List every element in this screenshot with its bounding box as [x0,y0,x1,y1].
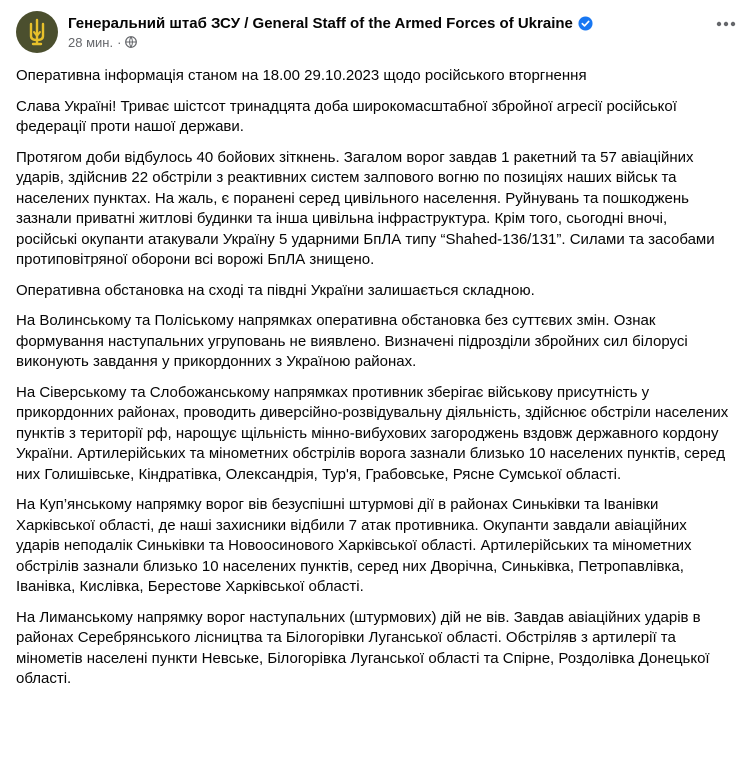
trident-emblem-icon [25,18,49,46]
more-options-button[interactable] [712,14,740,34]
post-paragraph: На Куп’янському напрямку ворог вів безуспішні штурмові дії в районах Синьківки та Іванівки Харківської області, де наші захисники відбили 7 атак противника. Окупанти завдали авіаційних ударів неподалік Синьківки та Новоосинового Харківської області. Артилерійських та мінометних обстрілів зазнали близько 10 населених пунктів, серед них Дворічна, Синьківка, Петропавлівка, Іванівка, Кислівка, Берестове Харківської області. [16,496,692,595]
post-body [16,66,732,700]
post-paragraph: На Волинському та Поліському напрямках оперативна обстановка без суттєвих змін. Ознак формування наступальних угруповань не виявлено. Визначені підрозділи збройних сил білорусі виконують завдання у прикордонних з Україною районах. [16,312,688,370]
globe-icon[interactable] [125,36,137,48]
separator-dot: · [117,34,122,50]
post-paragraph: На Лиманському напрямку ворог наступальних (штурмових) дій не вів. Завдав авіаційних ударів в районах Серебрянського лісництва та Білогорівки Луганської області. Обстріляв з артилерії та мінометів населені пункти Невське, Білогорівка Луганської області та Спірне, Роздолівка Донецької області. [16,608,710,687]
post-meta [68,15,593,50]
page-name-link[interactable]: Генеральний штаб ЗСУ / General Staff of the Armed Forces of Ukraine [68,14,573,32]
post-header [16,8,732,56]
author-row [68,15,593,32]
post-paragraph: Протягом доби відбулось 40 бойових зіткнень. Загалом ворог завдав 1 ракетний та 57 авіаційних ударів, здійснив 22 обстріли з реактивних систем залпового вогню по позиціях наших військ та населених пунктах. На жаль, є поранені серед цивільного населення. Руйнувань та пошкоджень зазнали приватні житлові будинки та інша цивільна інфраструктура. Крім того, сьогодні вночі, російські окупанти атакували Україну 5 ударними БпЛА типу “Shahed-136/131”. Силами та засобами протиповітряної оборони всі ворожі БпЛА знищено. [16,148,715,268]
post-paragraph: На Сіверському та Слобожанському напрямках противник зберігає військову присутність у прикордонних районах, проводить диверсійно-розвідувальну діяльність, здійснює обстріли населених пунктів з території рф, нарощує щільність мінно-вибухових загороджень вздовж державного кордону України. Артилерійських та мінометних обстрілів ворога зазнали близько 10 населених пунктів, серед них Голишівське, Кіндратівка, Олександрія, Тур'я, Грабовське, Рясне Сумської області. [16,383,729,483]
post-timestamp-link[interactable]: 28 мин. [68,34,114,50]
verified-badge-icon [578,16,593,31]
post-paragraph: Оперативна інформація станом на 18.00 29.10.2023 щодо російського вторгнення [16,67,587,84]
more-options-icon [716,21,736,27]
page-avatar[interactable] [16,11,58,53]
post-paragraph: Оперативна обстановка на сході та півдні України залишається складною. [16,281,535,299]
post-paragraph: Слава Україні! Триває шістсот тринадцята доба широкомасштабної збройної агресії російської федерації проти нашої держави. [16,97,677,135]
time-row [68,35,593,50]
